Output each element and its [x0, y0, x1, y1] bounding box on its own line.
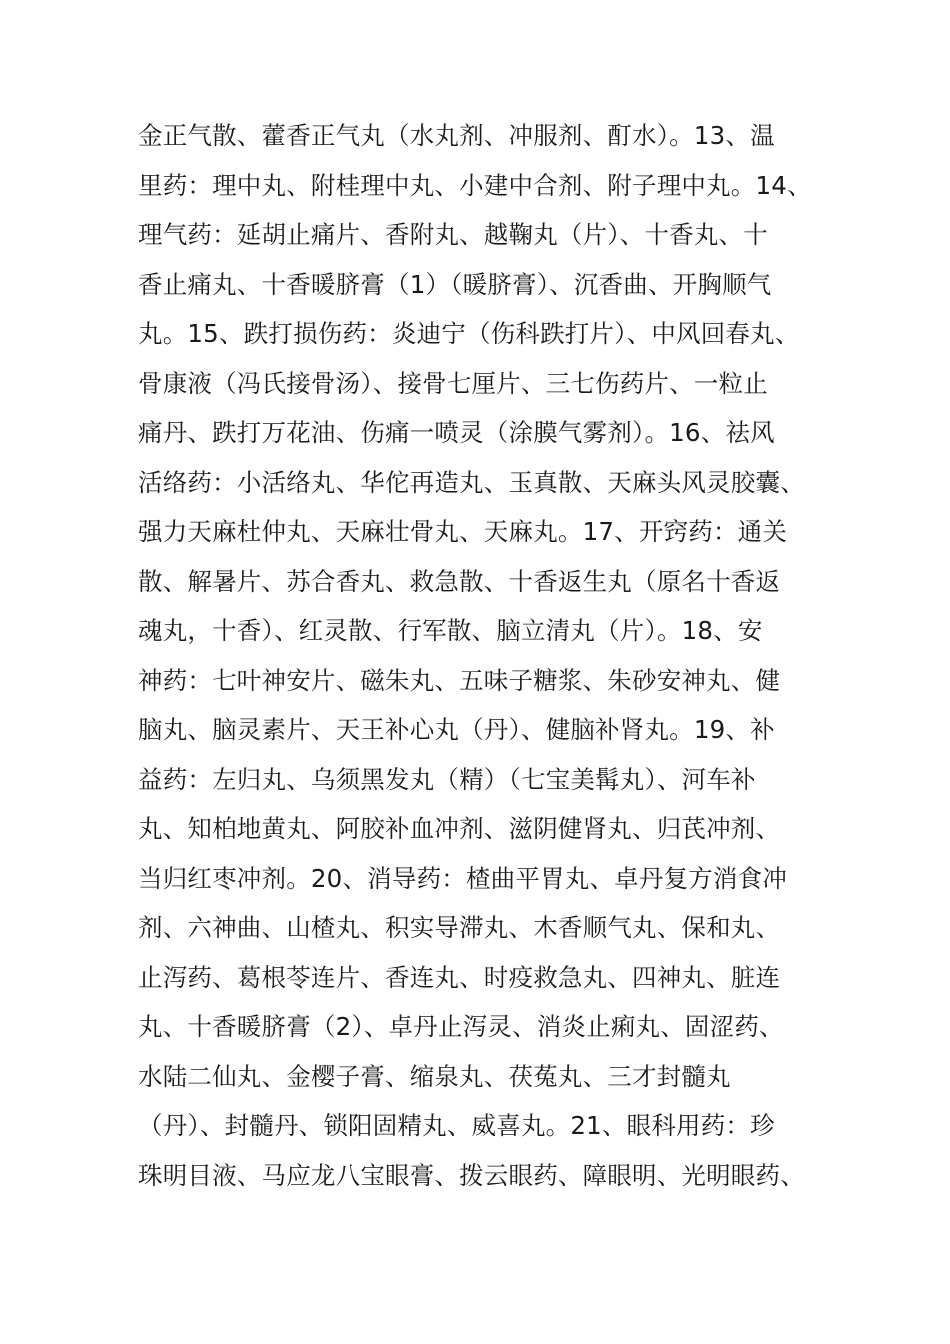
text-line: 剂、六神曲、山楂丸、积实导滞丸、木香顺气丸、保和丸、	[138, 913, 781, 942]
text-line: （丹）、封髓丹、锁阳固精丸、威喜丸。21、眼科用药：珍	[138, 1111, 775, 1140]
text-line: 珠明目液、马应龙八宝眼膏、拨云眼药、障眼明、光明眼药、	[138, 1160, 805, 1190]
text-line: 散、解暑片、苏合香丸、救急散、十香返生丸（原名十香返	[138, 566, 781, 596]
text-line: 骨康液（冯氏接骨汤）、接骨七厘片、三七伤药片、一粒止	[138, 368, 768, 398]
text-line: 魂丸，十香）、红灵散、行军散、脑立清丸（片）。18、安	[138, 616, 763, 645]
text-line: 理气药：延胡止痛片、香附丸、越鞠丸（片）、十香丸、十	[138, 220, 768, 249]
text-line: 里药：理中丸、附桂理中丸、小建中合剂、附子理中丸。14、	[138, 170, 812, 200]
text-line: 当归红枣冲剂。20、消导药：楂曲平胃丸、卓丹复方消食冲	[138, 863, 788, 893]
text-line: 丸。15、跌打损伤药：炎迪宁（伤科跌打片）、中风回春丸、	[138, 319, 800, 348]
text-line: 脑丸、脑灵素片、天王补心丸（丹）、健脑补肾丸。19、补	[138, 715, 775, 744]
text-line: 丸、十香暖脐膏（2）、卓丹止泻灵、消炎止痢丸、固涩药、	[138, 1012, 784, 1041]
text-line: 水陆二仙丸、金樱子膏、缩泉丸、茯菟丸、三才封髓丸	[138, 1061, 731, 1091]
text-line: 神药：七叶神安片、磁朱丸、五味子糖浆、朱砂安神丸、健	[138, 665, 781, 695]
text-line: 金正气散、藿香正气丸（水丸剂、冲服剂、酊水）。13、温	[138, 121, 775, 150]
text-line: 益药：左归丸、乌须黑发丸（精）（七宝美髯丸）、河车补	[138, 764, 756, 794]
body-text	[138, 111, 838, 1200]
text-line: 痛丹、跌打万花油、伤痛一喷灵（涂膜气雾剂）。16、祛风	[138, 418, 775, 447]
text-line: 活络药：小活络丸、华佗再造丸、玉真散、天麻头风灵胶囊、	[138, 467, 805, 497]
text-line: 强力天麻杜仲丸、天麻壮骨丸、天麻丸。17、开窍药：通关	[138, 517, 788, 546]
text-line: 止泻药、葛根苓连片、香连丸、时疫救急丸、四神丸、脏连	[138, 962, 781, 992]
text-line: 丸、知柏地黄丸、阿胶补血冲剂、滋阴健肾丸、归芪冲剂、	[138, 814, 781, 843]
text-line: 香止痛丸、十香暖脐膏（1）（暖脐膏）、沉香曲、开胸顺气	[138, 269, 772, 299]
